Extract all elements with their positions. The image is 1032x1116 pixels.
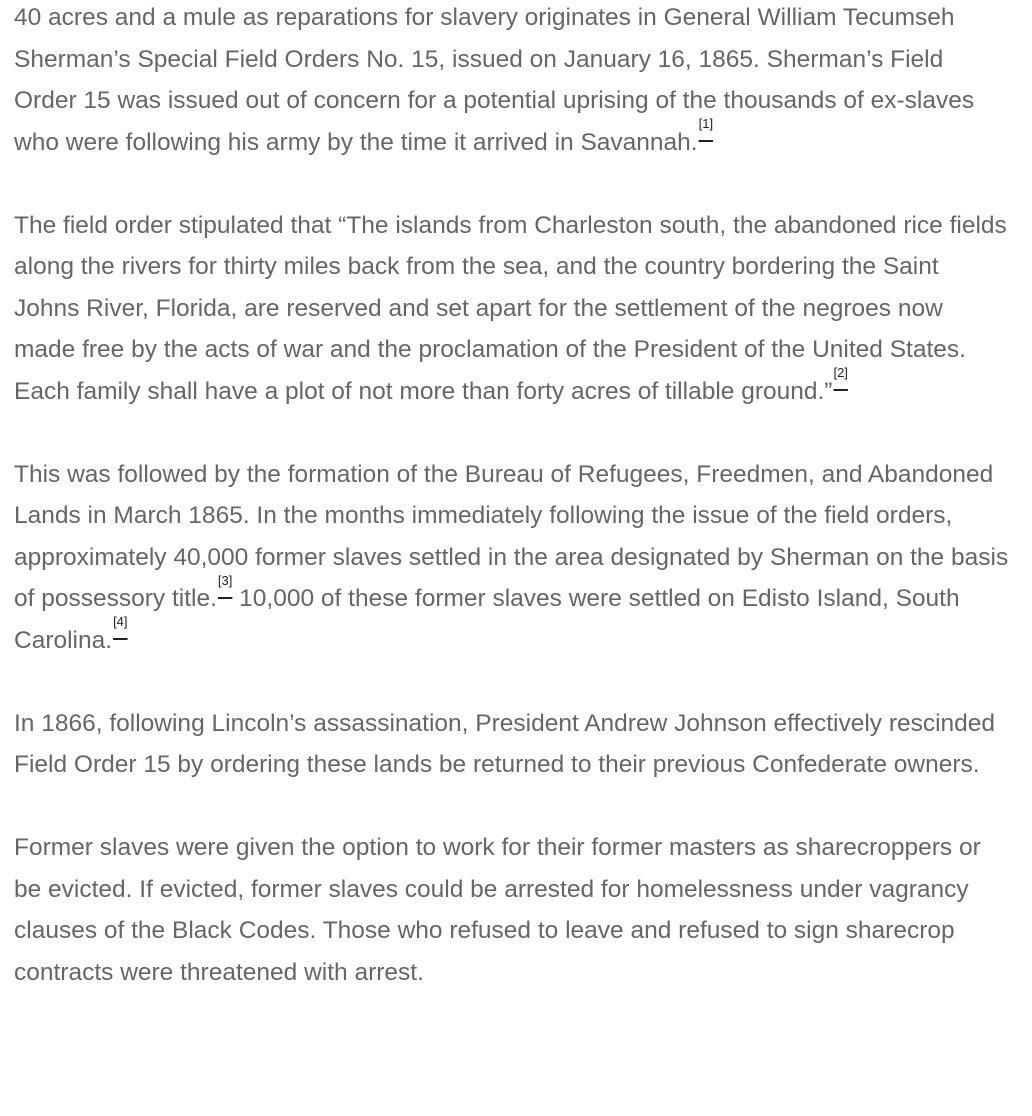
- paragraph-text: Former slaves were given the option to work for their former masters as sharecroppers or be evicted. If evicted, former slaves could be arrested for homelessness under vagrancy clauses of the Black Codes. Those who refused to leave and refused to sign sharecrop contracts were threatened with arrest.: [14, 834, 981, 986]
- footnote-link-2[interactable]: [2]: [833, 365, 848, 381]
- paragraph-5: [14, 827, 1010, 993]
- paragraph-3: [14, 454, 1010, 662]
- footnote-link-4[interactable]: [4]: [113, 614, 128, 630]
- paragraph-4: [14, 703, 1010, 786]
- footnote-link-1[interactable]: [1]: [698, 116, 714, 132]
- paragraph-1: [14, 0, 1010, 163]
- paragraph-text: The field order stipulated that “The islands from Charleston south, the abandoned rice fields along the rivers for thirty miles back from the sea, and the country bordering the Saint Johns River, Florida, are reserved and set apart for the settlement of the negroes now made free by the acts of war and the proclamation of the President of the United States. Each family shall have a plot of not more than forty acres of tillable ground.”: [14, 211, 1007, 405]
- paragraph-text: This was followed by the formation of the Bureau of Refugees, Freedmen, and Abandoned Lands in March 1865. In the months immediately following the issue of the field orders, approximately 40,000 former slaves settled in the area designated by Sherman on the basis of possessory title.: [14, 460, 1009, 612]
- paragraph-2: [14, 205, 1010, 413]
- paragraph-text: 40 acres and a mule as reparations for slavery originates in General William Tecumseh Sherman’s Special Field Orders No. 15, issued on January 16, 1865. Sherman’s Field Order 15 was issued out of concern for a potential uprising of the thousands of ex-slaves who were following his army by the time it arrived in Savannah.: [14, 4, 975, 156]
- paragraph-text: 10,000 of these former slaves were settled on Edisto Island, South Carolina.: [14, 585, 960, 654]
- article-body: [14, 0, 1010, 1035]
- paragraph-text: In 1866, following Lincoln’s assassination, President Andrew Johnson effectively rescinded Field Order 15 by ordering these lands be returned to their previous Confederate owners.: [14, 709, 996, 778]
- footnote-link-3[interactable]: [3]: [217, 572, 233, 588]
